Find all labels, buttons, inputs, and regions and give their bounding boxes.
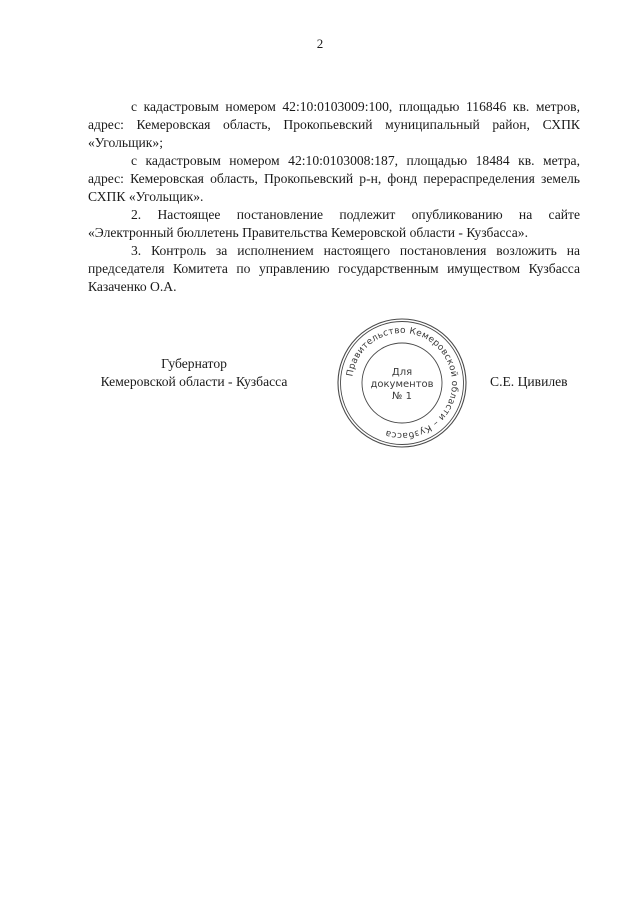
signature-position-line2: Кемеровской области - Кузбасса	[100, 374, 288, 389]
paragraph-cadastral-2: с кадастровым номером 42:10:0103008:187, площадью 18484 кв. метра, адрес: Кемеровская область, Прокопьевский р-н, фонд перераспределения земель СХПК «Угольщик».	[88, 153, 580, 204]
paragraph-control: 3. Контроль за исполнением настоящего постановления возложить на председателя Комитета по управлению государственным имуществом Кузбасса Казаченко О.А.	[88, 243, 580, 294]
stamp-line2: документов	[370, 379, 434, 390]
stamp-line3: № 1	[392, 391, 412, 402]
stamp-line1: Для	[391, 367, 413, 378]
stamp-ring-text: Правительство Кемеровской области – Кузбасса	[345, 325, 460, 441]
signatory-name: С.Е. Цивилев	[490, 374, 568, 389]
document-body	[88, 98, 580, 296]
official-stamp	[335, 316, 469, 450]
signature-position-line1: Губернатор	[161, 356, 227, 371]
signature-position	[88, 355, 300, 391]
paragraph-cadastral-1: с кадастровым номером 42:10:0103009:100, площадью 116846 кв. метров, адрес: Кемеровская область, Прокопьевский муниципальный район, СХПК «Угольщик»;	[88, 99, 580, 150]
paragraph-publication: 2. Настоящее постановление подлежит опубликованию на сайте «Электронный бюллетень Правительства Кемеровской области - Кузбасса».	[88, 207, 580, 240]
page-number: 2	[316, 36, 324, 51]
